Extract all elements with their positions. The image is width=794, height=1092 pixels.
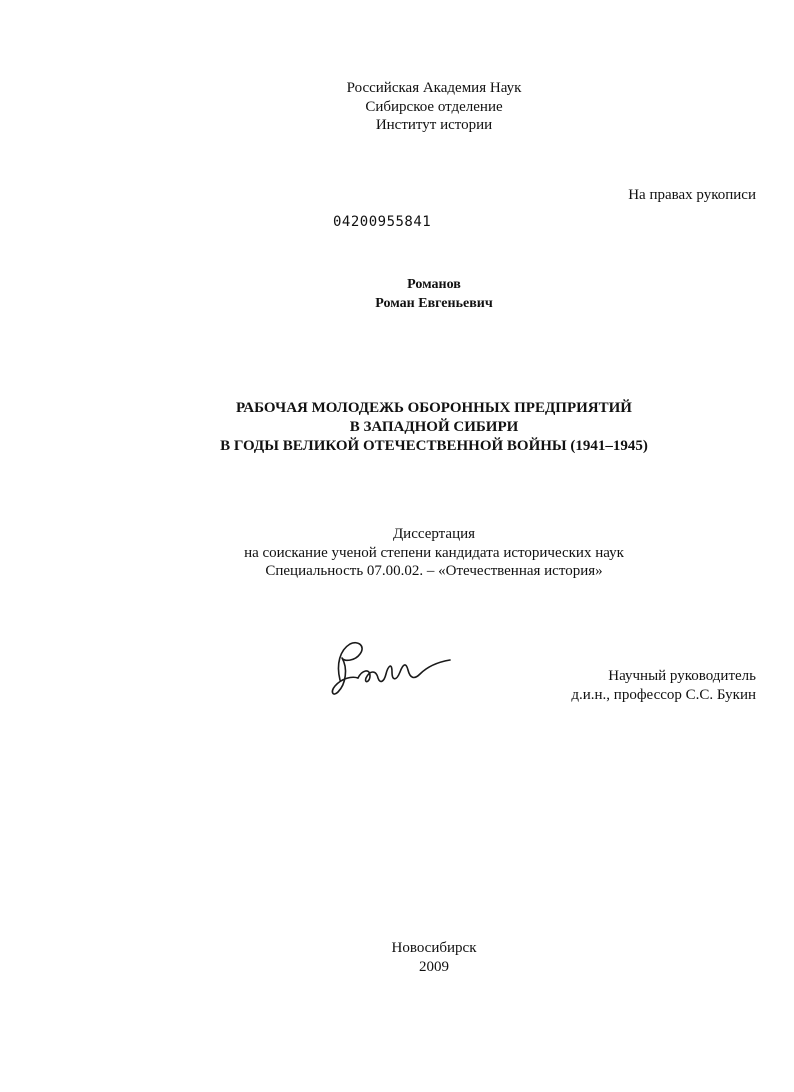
author-surname: Романов	[407, 277, 461, 292]
year: 2009	[419, 958, 449, 975]
institution-header	[0, 79, 794, 135]
dissertation-specialty: Специальность 07.00.02. – «Отечественная история»	[265, 563, 603, 579]
supervisor-role: Научный руководитель	[608, 668, 756, 684]
handwritten-signature	[326, 632, 456, 702]
branch-name: Сибирское отделение	[365, 98, 503, 115]
signature-stroke-loop	[332, 643, 362, 694]
archive-number: 04200955841	[333, 214, 432, 230]
dissertation-degree: на соискание ученой степени кандидата исторических наук	[244, 544, 624, 561]
manuscript-note: На правах рукописи	[628, 187, 756, 203]
title-line-2: В ЗАПАДНОЙ СИБИРИ	[349, 419, 519, 435]
dissertation-type: Диссертация	[392, 526, 476, 542]
city-name: Новосибирск	[391, 940, 477, 956]
title-line-1: РАБОЧАЯ МОЛОДЕЖЬ ОБОРОННЫХ ПРЕДПРИЯТИЙ	[236, 400, 632, 416]
author-name: Роман Евгеньевич	[375, 296, 493, 311]
title-line-3: В ГОДЫ ВЕЛИКОЙ ОТЕЧЕСТВЕННОЙ ВОЙНЫ (1941–1945)	[220, 438, 648, 454]
signature-stroke-letters	[358, 660, 450, 682]
institute-name: Институт истории	[375, 117, 493, 133]
dissertation-info	[0, 525, 794, 581]
author-block	[0, 275, 794, 313]
dissertation-title	[0, 399, 794, 456]
supervisor-person: д.и.н., профессор С.С. Букин	[571, 686, 756, 703]
supervisor-block	[571, 667, 756, 704]
academy-name: Российская Академия Наук	[346, 80, 522, 96]
footer-block	[0, 939, 794, 976]
